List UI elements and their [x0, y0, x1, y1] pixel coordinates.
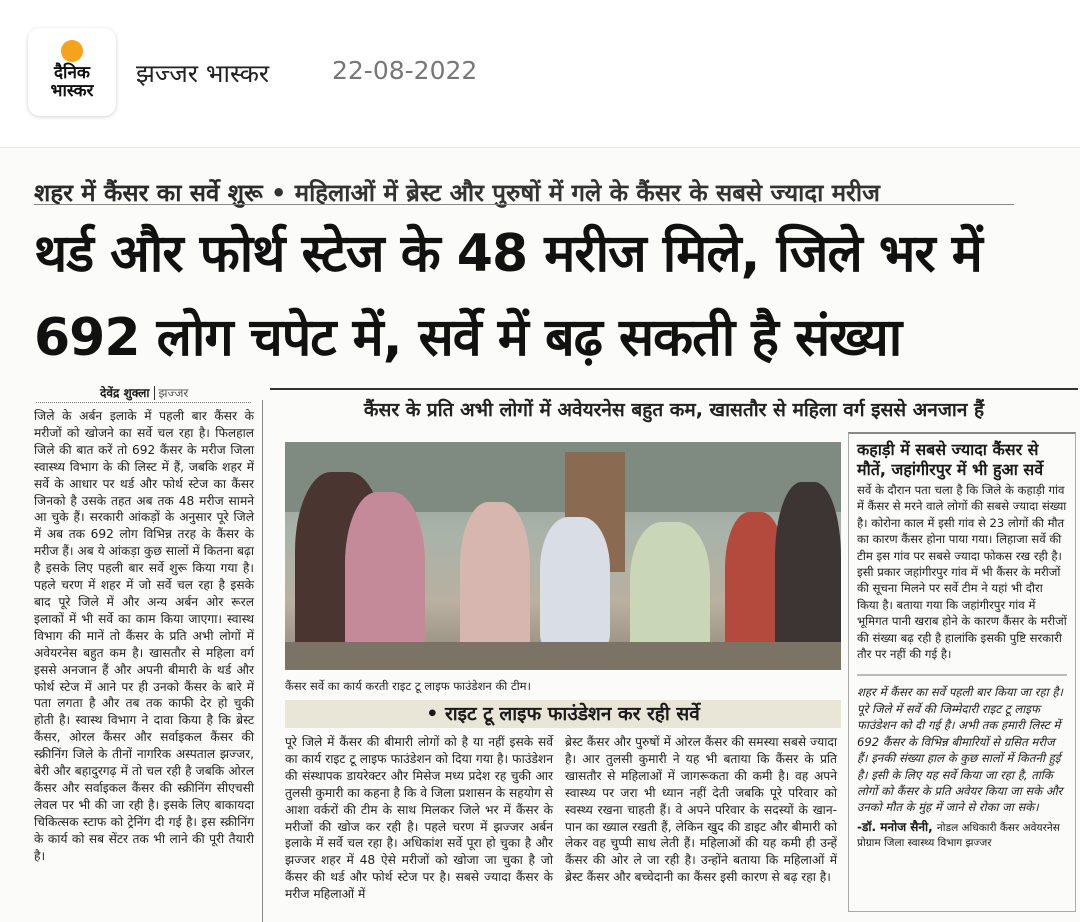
quote-author-role: नोडल अधिकारी कैंसर अवेयरनेस प्रोग्राम जिला स्वास्थ्य विभाग झज्जर — [857, 821, 1060, 849]
left-column-text: जिले के अर्बन इलाके में पहली बार कैंसर के मरीजों को खोजने का सर्वे चल रहा है। फिलहाल जिले की बात करें तो 692 कैंसर के मरीज जिला स्वास्थ्य विभाग के की लिस्ट में हैं, जबकि शहर में सर्वे के आधार पर थर्ड और फोर्थ स्टेज का कैंसर जिनको है उसके तहत अब तक 48 मरीज सामने आ चुके हैं। सरकारी आंकड़ों के अनुसार पूरे जिले में अब तक 692 लोग विभिन्न तरह के कैंसर के मरीज हैं। अब ये आंकड़ा कुछ सालों में कितना बढ़ा है इसके लिए पहली बार सर्वे शुरू किया गया है। पहले चरण में शहर में जो सर्वे चल रहा है इसके बाद पूरे जिले में और अन्य अर्बन ओर रूरल इलाकों में भी सर्वे का काम किया जाएगा। स्वास्थ विभाग की मानें तो कैंसर के प्रति अभी लोगों में अवेयरनेस बहुत कम है। खासतौर से महिला वर्ग इससे अनजान हैं और अपनी बीमारी के थर्ड और फोर्थ स्टेज में आने पर ही उनको कैंसर के बारे में पता लगता है और तब तक काफी देर हो चुकी होती है। स्वास्थ विभाग ने दावा किया है कि ब्रेस्ट कैंसर, ओरल कैंसर और सर्वाइकल कैंसर की स्क्रीनिंग जिले के तीनों नागरिक अस्पताल झज्जर, बेरी और बहादुरगढ़ में तो चल रही है जबकि ओरल कैंसर और सर्वाइकल कैंसर की स्क्रीनिंग सीएचसी लेवल पर भी की जा रही है। इसके लिए बाकायदा चिकित्सक स्टाफ को ट्रेनिंग दी गई है। इस स्क्रीनिंग के कार्य को सब सेंटर तक भी लाने की पूरी तैयारी है। — [34, 409, 254, 863]
column-rule — [262, 400, 263, 922]
section-heading: • राइट टू लाइफ फाउंडेशन कर रही सर्वे — [285, 700, 841, 728]
middle-column-1: पूरे जिले में कैंसर की बीमारी लोगों को है या नहीं इसके सर्वे का कार्य राइट टू लाइफ फाउंडेशन को दिया गया है। फाउंडेशन की संस्थापक डायरेक्टर और मिसेज मध्य प्रदेश रह चुकी आर तुलसी कुमारी का कहना है कि वे जिला प्रशासन के सहयोग से आशा वर्करों की टीम के साथ मिलकर जिले भर में कैंसर के मरीजों की खोज कर रही है। पहले चरण में झज्जर अर्बन इलाके में सर्वे चल रहा है। अधिकांश सर्वे पूरा हो चुका है और झज्जर शहर में 48 ऐसे मरीजों को खोजा जा चुका है जो कैंसर की थर्ड और फोर्थ स्टेज पर है। सबसे ज्यादा कैंसर के मरीज महिलाओं में — [285, 735, 553, 902]
byline-place: झज्जर — [154, 386, 189, 400]
edition-date: 22-08-2022 — [332, 56, 478, 85]
logo-text: दैनिक — [54, 63, 90, 83]
byline — [100, 384, 188, 401]
sidebar-box — [848, 432, 1076, 912]
quote-text: शहर में कैंसर का सर्वे पहली बार किया जा रहा है। पूरे जिले में सर्वे की जिम्मेदारी राइट टू लाइफ फाउंडेशन को दी गई है। अभी तक हमारी लिस्ट में 692 कैंसर के विभिन्न बीमारियों से ग्रसित मरीज हैं। इनकी संख्या हाल के कुछ सालों में कितनी हुई है। इसी के लिए यह सर्वे किया जा रहा है, ताकि लोगों को कैंसर के प्रति अवेयर किया जा सके और उनको मौत के मुंह में जाने से रोका जा सके। — [857, 674, 1067, 815]
dainik-bhaskar-logo[interactable] — [28, 28, 116, 116]
sun-icon — [61, 40, 83, 62]
quote-author-name: -डॉ. मनोज सैनी, — [857, 819, 933, 834]
divider — [36, 402, 251, 403]
divider — [34, 204, 1014, 205]
app-header — [0, 0, 1080, 148]
kicker-bold: शहर में कैंसर का सर्वे शुरू — [34, 179, 263, 207]
photo-caption: कैंसर सर्वे का कार्य करती राइट टू लाइफ फाउंडेशन की टीम। — [285, 679, 531, 693]
headline: थर्ड और फोर्थ स्टेज के 48 मरीज मिले, जिले भर में 692 लोग चपेट में, सर्वे में बढ़ सकती है संख्या — [34, 224, 982, 368]
logo-text: भास्कर — [50, 81, 94, 101]
subheadline: कैंसर के प्रति अभी लोगों में अवेयरनेस बहुत कम, खासतौर से महिला वर्ग इससे अनजान हैं — [270, 388, 1078, 422]
sidebar-body: सर्वे के दौरान पता चला है कि जिले के कहाड़ी गांव में कैंसर से मरने वाले लोगों की सबसे ज्यादा संख्या है। कोरोना काल में इसी गांव से 23 लोगों की मौत का कारण कैंसर होना पाया गया। लिहाजा सर्वे की टीम इस गांव पर सबसे ज्यादा फोकस रख रही है। इसी प्रकार जहांगीरपुर गांव में भी कैंसर के मरीजों की सूचना मिलने पर सर्वे टीम ने यहां भी दौरा किया है। बताया गया कि जहांगीरपुर गांव में भूमिगत पानी खराब होने के कारण कैंसर के मरीजों की संख्या बढ़ रही है हालांकि इसकी पुष्टि सरकारी तौर पर नहीं की गई है। — [857, 483, 1067, 662]
article-photo — [285, 442, 841, 670]
sidebar-heading: कहाड़ी में सबसे ज्यादा कैंसर से मौतें, जहांगीरपुर में भी हुआ सर्वे — [857, 440, 1044, 479]
kicker-rest: • महिलाओं में ब्रेस्ट और पुरुषों में गले के कैंसर के सबसे ज्यादा मरीज — [271, 179, 880, 207]
middle-column-2: ब्रेस्ट कैंसर और पुरुषों में ओरल कैंसर की समस्या सबसे ज्यादा है। आर तुलसी कुमारी ने यह भी बताया कि कैंसर के प्रति खासतौर से महिलाओं में जागरूकता की कमी है। वह अपने स्वास्थ्य पर जरा भी ध्यान नहीं देती जबकि पूरे परिवार को स्वस्थ्य रखना चाहती हैं। वे अपने परिवार के सदस्यों के खान-पान का ख्याल रखती हैं, लेकिन खुद की डाइट और बीमारी को लेकर वह चुप्पी साध लेती हैं। महिलाओं की यह कमी ही उन्हें कैंसर की ओर ले जा रही है। उन्होंने बताया कि महिलाओं में ब्रेस्ट कैंसर और बच्चेदानी का कैंसर इसी कारण से बढ़ रहा है। — [565, 735, 837, 885]
edition-name: झज्जर भास्कर — [136, 59, 270, 88]
byline-name: देवेंद्र शुक्ला — [100, 386, 150, 400]
quote-author — [857, 818, 1067, 850]
